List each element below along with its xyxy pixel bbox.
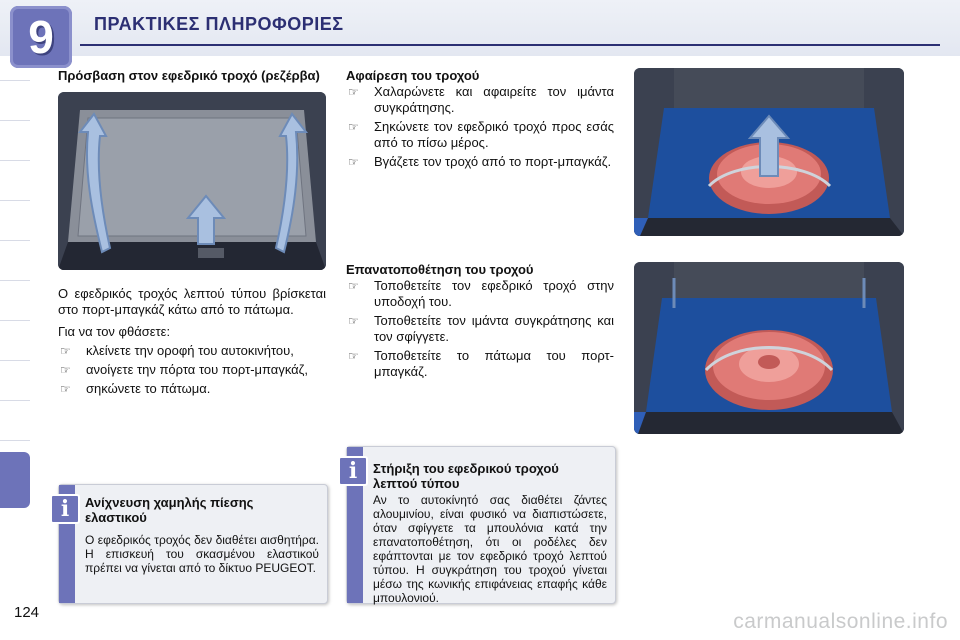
side-tab-active: [0, 452, 30, 508]
step-text: Τοποθετείτε τον εφεδρικό τροχό στην υποδοχή του.: [374, 278, 614, 309]
step-text: Τοποθετείτε το πάτωμα του πορτ-μπαγκάζ.: [374, 348, 614, 379]
info-box-text: Ο εφεδρικός τροχός δεν διαθέτει αισθητήρα. Η επισκευή του σκασμένου ελαστικού πρέπει να γίνεται από το δίκτυο PEUGEOT.: [85, 533, 319, 575]
pointing-hand-icon: ☞: [60, 344, 71, 358]
info-box-spare-support: [346, 446, 616, 604]
list-item: [346, 313, 614, 345]
pointing-hand-icon: ☞: [348, 314, 359, 328]
info-box-title: Στήριξη του εφεδρικού τροχού λεπτού τύπου: [373, 461, 559, 491]
refit-title: Επανατοποθέτηση του τροχού: [346, 262, 534, 277]
info-icon: i: [338, 456, 368, 486]
access-lead: Για να τον φθάσετε:: [58, 324, 171, 339]
step-text: Σηκώνετε τον εφεδρικό τροχό προς εσάς από το πίσω μέρος.: [374, 119, 614, 150]
list-item: [346, 348, 614, 380]
side-tab-divider: [0, 280, 30, 281]
info-box-low-pressure: [58, 484, 328, 604]
pointing-hand-icon: ☞: [348, 120, 359, 134]
access-steps: [58, 343, 326, 400]
side-tab-divider: [0, 440, 30, 441]
info-icon: i: [50, 494, 80, 524]
pointing-hand-icon: ☞: [348, 279, 359, 293]
spare-wheel-refit-image: [634, 262, 904, 434]
trunk-floor-image: [58, 92, 326, 270]
step-text: Χαλαρώνετε και αφαιρείτε τον ιμάντα συγκράτησης.: [374, 84, 614, 115]
pointing-hand-icon: ☞: [348, 85, 359, 99]
pointing-hand-icon: ☞: [60, 382, 71, 396]
header-rule: [80, 44, 940, 46]
page-number: 124: [14, 604, 40, 621]
step-text: Βγάζετε τον τροχό από το πορτ-μπαγκάζ.: [374, 154, 612, 169]
side-tab-divider: [0, 240, 30, 241]
list-item: [58, 343, 326, 359]
spare-wheel-removal-image: [634, 68, 904, 236]
list-item: [346, 84, 614, 116]
step-text: κλείνετε την οροφή του αυτοκινήτου,: [86, 343, 294, 358]
step-text: σηκώνετε το πάτωμα.: [86, 381, 211, 396]
side-tab-divider: [0, 120, 30, 121]
side-tab-divider: [0, 360, 30, 361]
watermark: carmanualsonline.info: [733, 610, 948, 633]
pointing-hand-icon: ☞: [348, 349, 359, 363]
access-intro: Ο εφεδρικός τροχός λεπτού τύπου βρίσκεται στο πορτ-μπαγκάζ κάτω από το πάτωμα.: [58, 286, 326, 317]
side-tab-divider: [0, 200, 30, 201]
side-tab-divider: [0, 80, 30, 81]
list-item: [346, 119, 614, 151]
list-item: [58, 381, 326, 397]
refit-steps: [346, 278, 614, 383]
list-item: [346, 278, 614, 310]
list-item: [346, 154, 614, 170]
removal-title: Αφαίρεση του τροχού: [346, 68, 480, 83]
removal-steps: [346, 84, 614, 173]
page-title: ΠΡΑΚΤΙΚΕΣ ΠΛΗΡΟΦΟΡΙΕΣ: [94, 14, 344, 34]
side-tab-divider: [0, 160, 30, 161]
pointing-hand-icon: ☞: [60, 363, 71, 377]
pointing-hand-icon: ☞: [348, 155, 359, 169]
access-title: Πρόσβαση στον εφεδρικό τροχό (ρεζέρβα): [58, 68, 320, 83]
step-text: Τοποθετείτε τον ιμάντα συγκράτησης και τον σφίγγετε.: [374, 313, 614, 344]
list-item: [58, 362, 326, 378]
info-box-text: Αν το αυτοκίνητό σας διαθέτει ζάντες αλουμινίου, είναι φυσικό να διαπιστώσετε, όταν σφίγγετε τα μπουλόνια κατά την επανατοποθέτηση, ότι οι ροδέλες δεν εφάπτονται με τον εφεδρικό τροχό λεπτού τύπου. Η συγκράτηση του τροχού γίνεται μέσω της κωνικής επιφάνειας επαφής κάθε μπουλονιού.: [373, 493, 607, 605]
info-box-title: Ανίχνευση χαμηλής πίεσης ελαστικού: [85, 495, 254, 525]
chapter-number: 9: [28, 11, 54, 63]
side-tab-divider: [0, 320, 30, 321]
side-tab-divider: [0, 400, 30, 401]
chapter-badge: [10, 6, 72, 68]
step-text: ανοίγετε την πόρτα του πορτ-μπαγκάζ,: [86, 362, 309, 377]
